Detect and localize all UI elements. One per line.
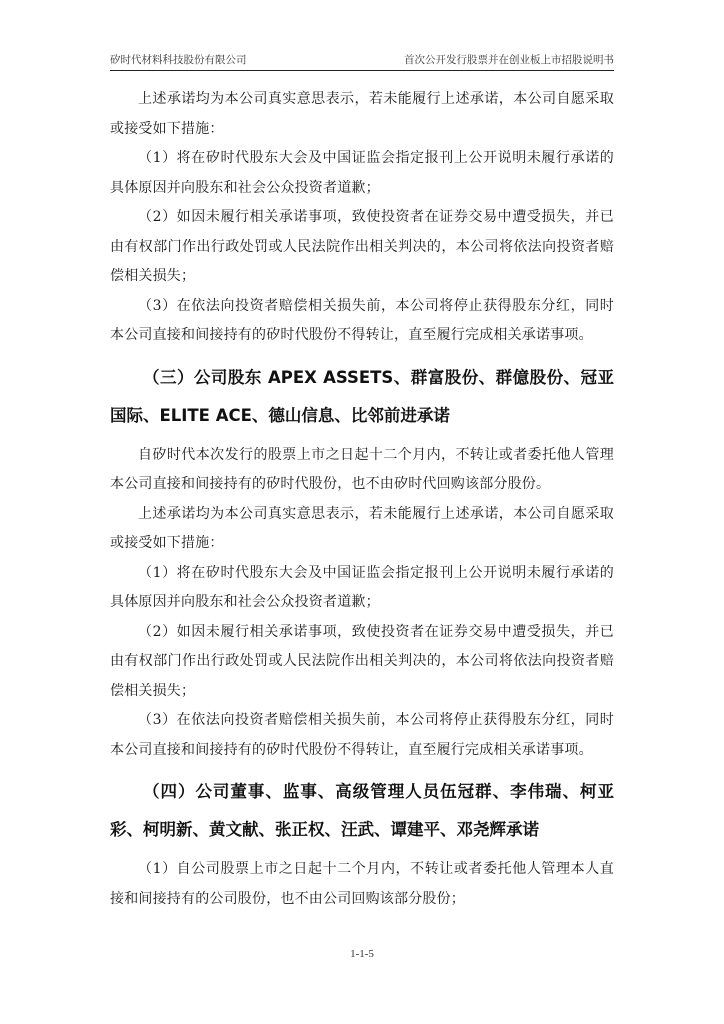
document-body bbox=[110, 85, 614, 914]
paragraph-measure-1: （1）将在矽时代股东大会及中国证监会指定报刊上公开说明未履行承诺的具体原因并向股东和社会公众投资者道歉； bbox=[110, 150, 614, 196]
paragraph-commitment-intro-2: 上述承诺均为本公司真实意思表示，若未能履行上述承诺，本公司自愿采取或接受如下措施： bbox=[110, 505, 614, 551]
paragraph-measure-2: （2）如因未履行相关承诺事项，致使投资者在证券交易中遭受损失，并已由有权部门作出行政处罚或人民法院作出相关判决的，本公司将依法向投资者赔偿相关损失； bbox=[110, 209, 614, 284]
page-header bbox=[110, 50, 614, 71]
paragraph-measure-3: （3）在依法向投资者赔偿相关损失前，本公司将停止获得股东分红，同时本公司直接和间接持有的矽时代股份不得转让，直至履行完成相关承诺事项。 bbox=[110, 297, 614, 343]
paragraph-measure-1b: （1）将在矽时代股东大会及中国证监会指定报刊上公开说明未履行承诺的具体原因并向股东和社会公众投资者道歉； bbox=[110, 564, 614, 610]
header-company-name: 矽时代材料科技股份有限公司 bbox=[110, 54, 247, 66]
paragraph-measure-2b: （2）如因未履行相关承诺事项，致使投资者在证券交易中遭受损失，并已由有权部门作出行政处罚或人民法院作出相关判决的，本公司将依法向投资者赔偿相关损失； bbox=[110, 623, 614, 699]
header-document-title: 首次公开发行股票并在创业板上市招股说明书 bbox=[404, 54, 614, 66]
section-heading-3: （三）公司股东 APEX ASSETS、群富股份、群億股份、冠亚国际、ELITE ACE、德山信息、比邻前进承诺 bbox=[110, 367, 614, 425]
paragraph-director-commitment-1: （1）自公司股票上市之日起十二个月内，不转让或者委托他人管理本人直接和间接持有的公司股份，也不由公司回购该部分股份； bbox=[110, 861, 614, 907]
paragraph-commitment-intro: 上述承诺均为本公司真实意思表示，若未能履行上述承诺，本公司自愿采取或接受如下措施： bbox=[110, 91, 614, 137]
paragraph-lockup-commitment: 自矽时代本次发行的股票上市之日起十二个月内，不转让或者委托他人管理本公司直接和间接持有的矽时代股份，也不由矽时代回购该部分股份。 bbox=[110, 446, 614, 492]
paragraph-measure-3b: （3）在依法向投资者赔偿相关损失前，本公司将停止获得股东分红，同时本公司直接和间接持有的矽时代股份不得转让，直至履行完成相关承诺事项。 bbox=[110, 712, 614, 758]
page-number: 1-1-5 bbox=[350, 948, 374, 960]
section-heading-4: （四）公司董事、监事、高级管理人员伍冠群、李伟瑞、柯亚彩、柯明新、黄文献、张正权、汪武、谭建平、邓尧辉承诺 bbox=[110, 782, 614, 839]
